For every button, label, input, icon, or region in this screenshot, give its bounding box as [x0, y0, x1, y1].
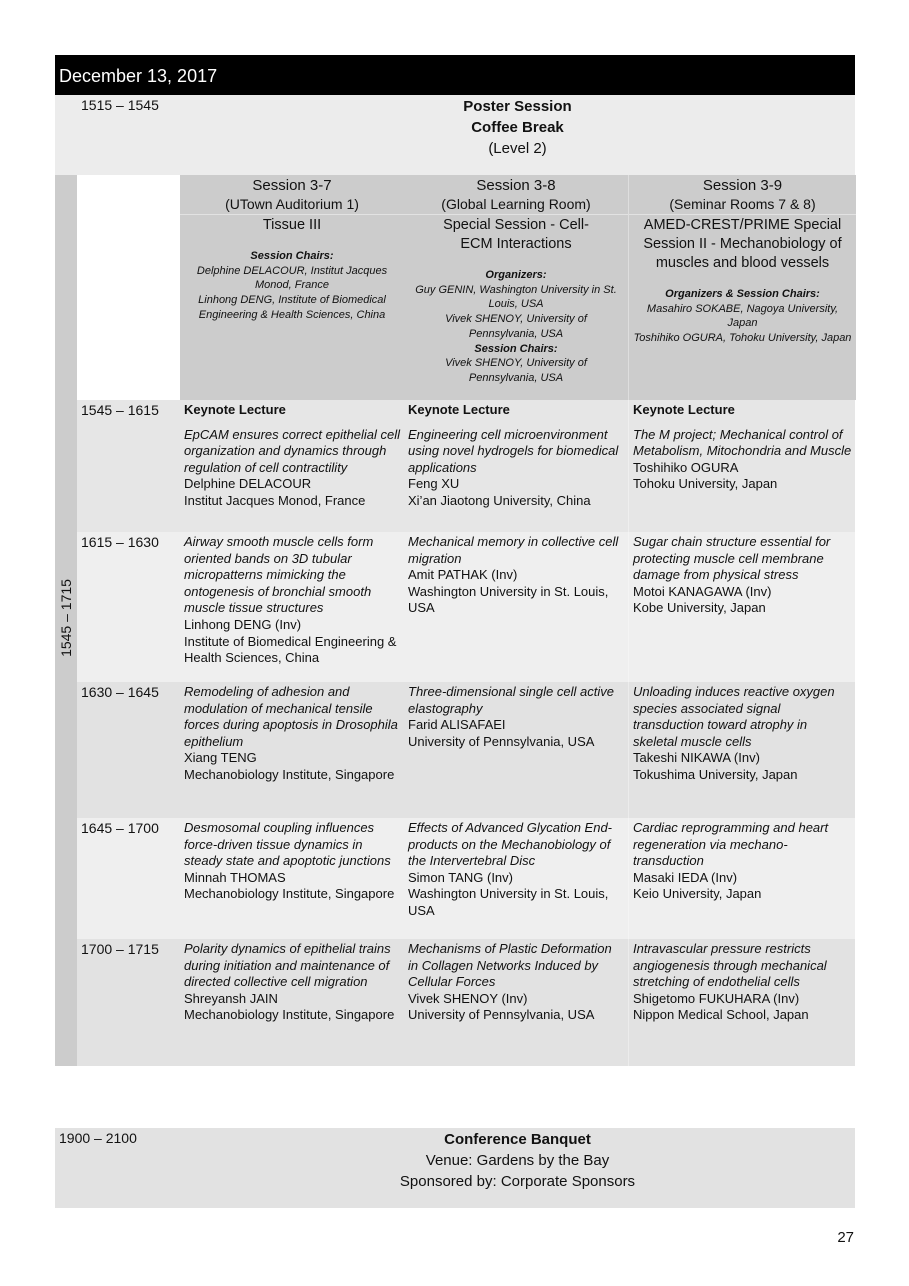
banquet-title: Conference Banquet [444, 1131, 591, 1148]
keynote-label: Keynote Lecture [184, 402, 286, 417]
talk-title: Mechanical memory in collective cell migration [408, 534, 619, 566]
session-name: Session 3-7 [252, 177, 332, 194]
talk-affiliation: Mechanobiology Institute, Singapore [184, 1007, 395, 1023]
chairs-label: Organizers & Session Chairs: [665, 288, 820, 300]
talk-speaker: Linhong DENG (Inv) [184, 616, 302, 632]
banquet-sponsor: Sponsored by: Corporate Sponsors [399, 1173, 636, 1190]
talk-cell [180, 400, 404, 532]
break-line-poster: Poster Session [463, 98, 572, 115]
talk-affiliation: Kobe University, Japan [633, 600, 766, 616]
break-time: 1515 – 1545 [81, 97, 159, 113]
organizers-label: Organizers: [485, 269, 547, 281]
row-time: 1630 – 1645 [81, 684, 159, 700]
session-header-3-9 [628, 175, 856, 400]
time-span-label: 1545 – 1715 [58, 579, 74, 657]
talk-speaker: Motoi KANAGAWA (Inv) [633, 583, 772, 599]
schedule-row [77, 532, 855, 682]
session-grid [55, 175, 855, 1066]
page-number: 27 [837, 1229, 854, 1246]
schedule-row [77, 939, 855, 1066]
talk-affiliation: Institut Jacques Monod, France [184, 492, 366, 508]
organizer-entry: Guy GENIN, Washington University in St. Louis, USA [415, 283, 617, 311]
talk-speaker: Delphine DELACOUR [184, 476, 312, 492]
talk-speaker: Farid ALISAFAEI [408, 717, 506, 733]
row-time: 1615 – 1630 [81, 534, 159, 550]
keynote-label: Keynote Lecture [408, 402, 510, 417]
coffee-break-row [55, 95, 855, 175]
chair-entry: Vivek SHENOY, University of Pennsylvania, USA [445, 357, 587, 384]
talk-title: The M project; Mechanical control of Metabolism, Mitochondria and Muscle [633, 426, 852, 459]
chairs-label: Session Chairs: [474, 342, 558, 355]
banquet-row [55, 1128, 855, 1208]
session-topic: AMED-CREST/PRIME Special Session II - Mechanobiology of muscles and blood vessels [643, 217, 842, 271]
banquet-venue: Venue: Gardens by the Bay [425, 1152, 610, 1169]
talk-title: Effects of Advanced Glycation End-products on the Mechanobiology of the Intervertebral Disc [408, 820, 613, 869]
break-line-coffee: Coffee Break [471, 119, 564, 136]
organizer-entry: Vivek SHENOY, University of Pennsylvania, USA [445, 313, 587, 340]
talk-speaker: Vivek SHENOY (Inv) [408, 990, 528, 1006]
banquet-time: 1900 – 2100 [59, 1130, 137, 1146]
break-location: (Level 2) [488, 140, 547, 157]
talk-title: Cardiac reprogramming and heart regeneration via mechano-transduction [633, 820, 829, 869]
talk-cell [628, 682, 855, 818]
talk-affiliation: Washington University in St. Louis, USA [408, 886, 609, 918]
session-header-3-8 [404, 175, 628, 400]
date-header: December 13, 2017 [55, 55, 855, 95]
break-details [180, 96, 855, 159]
talk-cell [628, 532, 855, 682]
talk-cell [404, 532, 628, 682]
session-chairs [180, 249, 404, 323]
banquet-details [180, 1129, 855, 1192]
time-span-column [55, 175, 77, 1066]
chair-entry: Linhong DENG, Institute of Biomedical Engineering & Health Sciences, China [198, 294, 386, 321]
talk-title: Remodeling of adhesion and modulation of mechanical tensile forces during apoptosis in Drosophila epithelium [184, 684, 398, 749]
chairs-label: Session Chairs: [250, 250, 334, 262]
schedule-row [77, 400, 855, 532]
talk-affiliation: Tohoku University, Japan [633, 476, 778, 492]
talk-affiliation: University of Pennsylvania, USA [408, 733, 595, 749]
talk-title: Desmosomal coupling influences force-driven tissue dynamics in steady state and apoptotic junctions [184, 820, 391, 869]
session-header-3-7 [180, 175, 404, 400]
talk-cell [180, 532, 404, 682]
talk-affiliation: Mechanobiology Institute, Singapore [184, 886, 395, 902]
row-time: 1645 – 1700 [81, 820, 159, 836]
talk-speaker: Shreyansh JAIN [184, 990, 278, 1006]
talk-speaker: Minnah THOMAS [184, 869, 286, 885]
schedule-row [77, 682, 855, 818]
talk-speaker: Takeshi NIKAWA (Inv) [633, 750, 760, 766]
talk-affiliation: Washington University in St. Louis, USA [408, 583, 609, 616]
talk-affiliation: Tokushima University, Japan [633, 766, 798, 782]
talk-cell [628, 818, 855, 939]
talk-cell [180, 682, 404, 818]
talk-speaker: Feng XU [408, 476, 460, 492]
talk-speaker: Shigetomo FUKUHARA (Inv) [633, 990, 800, 1006]
chair-entry: Delphine DELACOUR, Institut Jacques Monod, France [196, 264, 388, 292]
talk-title: Mechanisms of Plastic Deformation in Collagen Networks Induced by Cellular Forces [408, 941, 612, 990]
row-time: 1700 – 1715 [81, 941, 159, 957]
talk-speaker: Toshihiko OGURA [633, 459, 739, 475]
talk-title: Polarity dynamics of epithelial trains during initiation and maintenance of directed collective cell migration [184, 941, 391, 990]
session-topic: Special Session - Cell-ECM Interactions [443, 217, 589, 252]
talk-title: Unloading induces reactive oxygen species associated signal transduction toward atrophy in skeletal muscle cells [633, 684, 835, 749]
session-name: Session 3-8 [476, 177, 556, 194]
talk-title: Three-dimensional single cell active elastography [408, 684, 614, 716]
chair-entry: Toshihiko OGURA, Tohoku University, Japan [633, 332, 852, 345]
session-organizers [404, 268, 628, 386]
keynote-label: Keynote Lecture [633, 402, 735, 417]
talk-affiliation: Nippon Medical School, Japan [633, 1007, 809, 1023]
talk-speaker: Masaki IEDA (Inv) [633, 869, 738, 885]
talk-cell [180, 818, 404, 939]
session-room: (Global Learning Room) [404, 195, 628, 215]
talk-cell [404, 682, 628, 818]
talk-cell [628, 400, 855, 532]
talk-affiliation: University of Pennsylvania, USA [408, 1007, 595, 1023]
chair-entry: Masahiro SOKABE, Nagoya University, Japan [646, 302, 839, 330]
talk-cell [628, 939, 855, 1066]
session-name: Session 3-9 [702, 177, 783, 194]
talk-speaker: Xiang TENG [184, 750, 257, 766]
talk-affiliation: Institute of Biomedical Engineering & Health Sciences, China [184, 633, 397, 666]
session-chairs [629, 287, 856, 346]
session-topic: Tissue III [262, 217, 322, 233]
talk-title: Sugar chain structure essential for protecting muscle cell membrane damage from physical stress [633, 534, 831, 583]
talk-title: EpCAM ensures correct epithelial cell organization and dynamics through regulation of cell contractility [184, 426, 401, 475]
talk-speaker: Amit PATHAK (Inv) [408, 567, 518, 583]
talk-title: Intravascular pressure restricts angiogenesis through mechanical stretching of endothelial cells [633, 941, 827, 990]
talk-affiliation: Keio University, Japan [633, 886, 762, 902]
talk-title: Engineering cell microenvironment using novel hydrogels for biomedical applications [408, 426, 619, 475]
talk-cell [404, 400, 628, 532]
talk-cell [404, 818, 628, 939]
talk-affiliation: Xi’an Jiaotong University, China [408, 492, 591, 508]
talk-cell [180, 939, 404, 1066]
session-room: (Seminar Rooms 7 & 8) [629, 195, 856, 215]
talk-affiliation: Mechanobiology Institute, Singapore [184, 766, 395, 782]
schedule-row [77, 818, 855, 939]
session-room: (UTown Auditorium 1) [180, 195, 404, 215]
talk-speaker: Simon TANG (Inv) [408, 869, 513, 885]
header-blank-cell [77, 175, 180, 400]
row-time: 1545 – 1615 [81, 402, 159, 418]
talk-cell [404, 939, 628, 1066]
talk-title: Airway smooth muscle cells form oriented bands on 3D tubular micropatterns mimicking the ontogenesis of bronchial smooth muscle tissue structures [184, 534, 374, 616]
